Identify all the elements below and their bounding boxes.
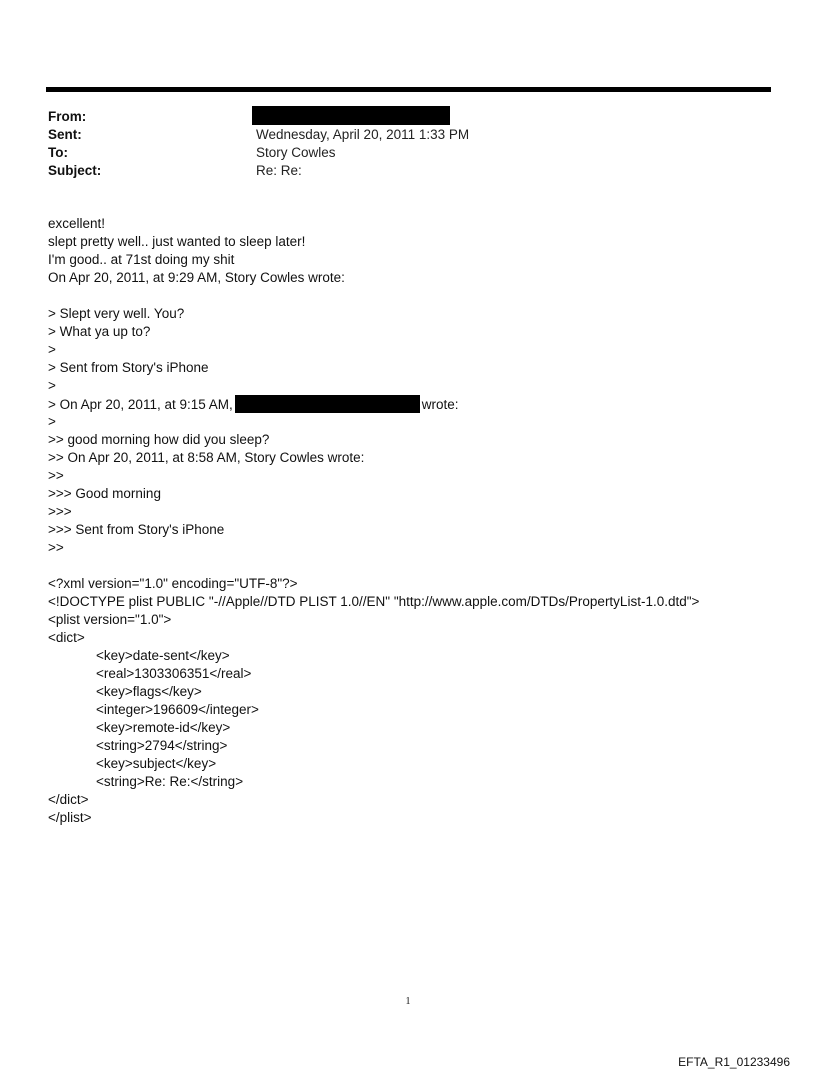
subject-row [48,162,748,180]
body-line: On Apr 20, 2011, at 9:29 AM, Story Cowles wrote: [48,270,345,285]
xml-dict-line: <key>flags</key> [96,684,202,699]
quoted-line: >> [48,540,64,555]
quoted-section [48,305,788,557]
subject-value: Re: Re: [256,163,302,178]
xml-line: <?xml version="1.0" encoding="UTF-8"?> [48,576,298,591]
blank-line [48,557,788,575]
to-label: To: [48,145,68,160]
to-row [48,144,748,162]
header-rule [46,87,771,92]
to-value: Story Cowles [256,145,336,160]
from-label: From: [48,109,87,124]
quoted-line: > [48,414,56,429]
sent-row [48,126,748,144]
xml-line: <dict> [48,630,85,645]
body-line: slept pretty well.. just wanted to sleep later! [48,234,306,249]
quoted-line: > [48,378,56,393]
xml-line: </plist> [48,810,92,825]
body-line: I'm good.. at 71st doing my shit [48,252,235,267]
quoted-line: >>> [48,504,72,519]
sent-value: Wednesday, April 20, 2011 1:33 PM [256,127,470,142]
blank-line [48,287,788,305]
sender-redaction [235,395,420,413]
xml-line: <!DOCTYPE plist PUBLIC "-//Apple//DTD PLIST 1.0//EN" "http://www.apple.com/DTDs/PropertyList-1.0.dtd"> [48,594,700,609]
from-redaction [252,106,450,125]
xml-line: </dict> [48,792,89,807]
quoted-line: > What ya up to? [48,324,151,339]
xml-dict-line: <key>remote-id</key> [96,720,231,735]
quoted-redacted-line [48,395,788,413]
quoted-line: >>> Sent from Story's iPhone [48,522,225,537]
from-row [48,108,748,126]
quoted-line: >> good morning how did you sleep? [48,432,270,447]
plist-section [48,575,788,827]
quoted-redacted-suffix: wrote: [421,397,459,412]
page-number: 1 [405,996,411,1007]
quoted-line: >> [48,468,64,483]
email-body [48,215,788,827]
xml-dict-line: <key>subject</key> [96,756,217,771]
xml-line: <plist version="1.0"> [48,612,172,627]
xml-dict-line: <string>2794</string> [96,738,228,753]
reply-section [48,215,788,287]
xml-dict-line: <key>date-sent</key> [96,648,230,663]
body-line: excellent! [48,216,106,231]
xml-dict-line: <integer>196609</integer> [96,702,259,717]
quoted-line: > [48,342,56,357]
xml-dict-line: <real>1303306351</real> [96,666,252,681]
quoted-redacted-prefix: > On Apr 20, 2011, at 9:15 AM, [48,397,233,412]
subject-label: Subject: [48,163,102,178]
email-header [48,108,748,180]
xml-dict-line: <string>Re: Re:</string> [96,774,244,789]
bates-number: EFTA_R1_01233496 [678,1055,790,1069]
quoted-line: > Sent from Story's iPhone [48,360,209,375]
quoted-line: >>> Good morning [48,486,161,501]
quoted-line: >> On Apr 20, 2011, at 8:58 AM, Story Cowles wrote: [48,450,365,465]
sent-label: Sent: [48,127,82,142]
quoted-line: > Slept very well. You? [48,306,185,321]
